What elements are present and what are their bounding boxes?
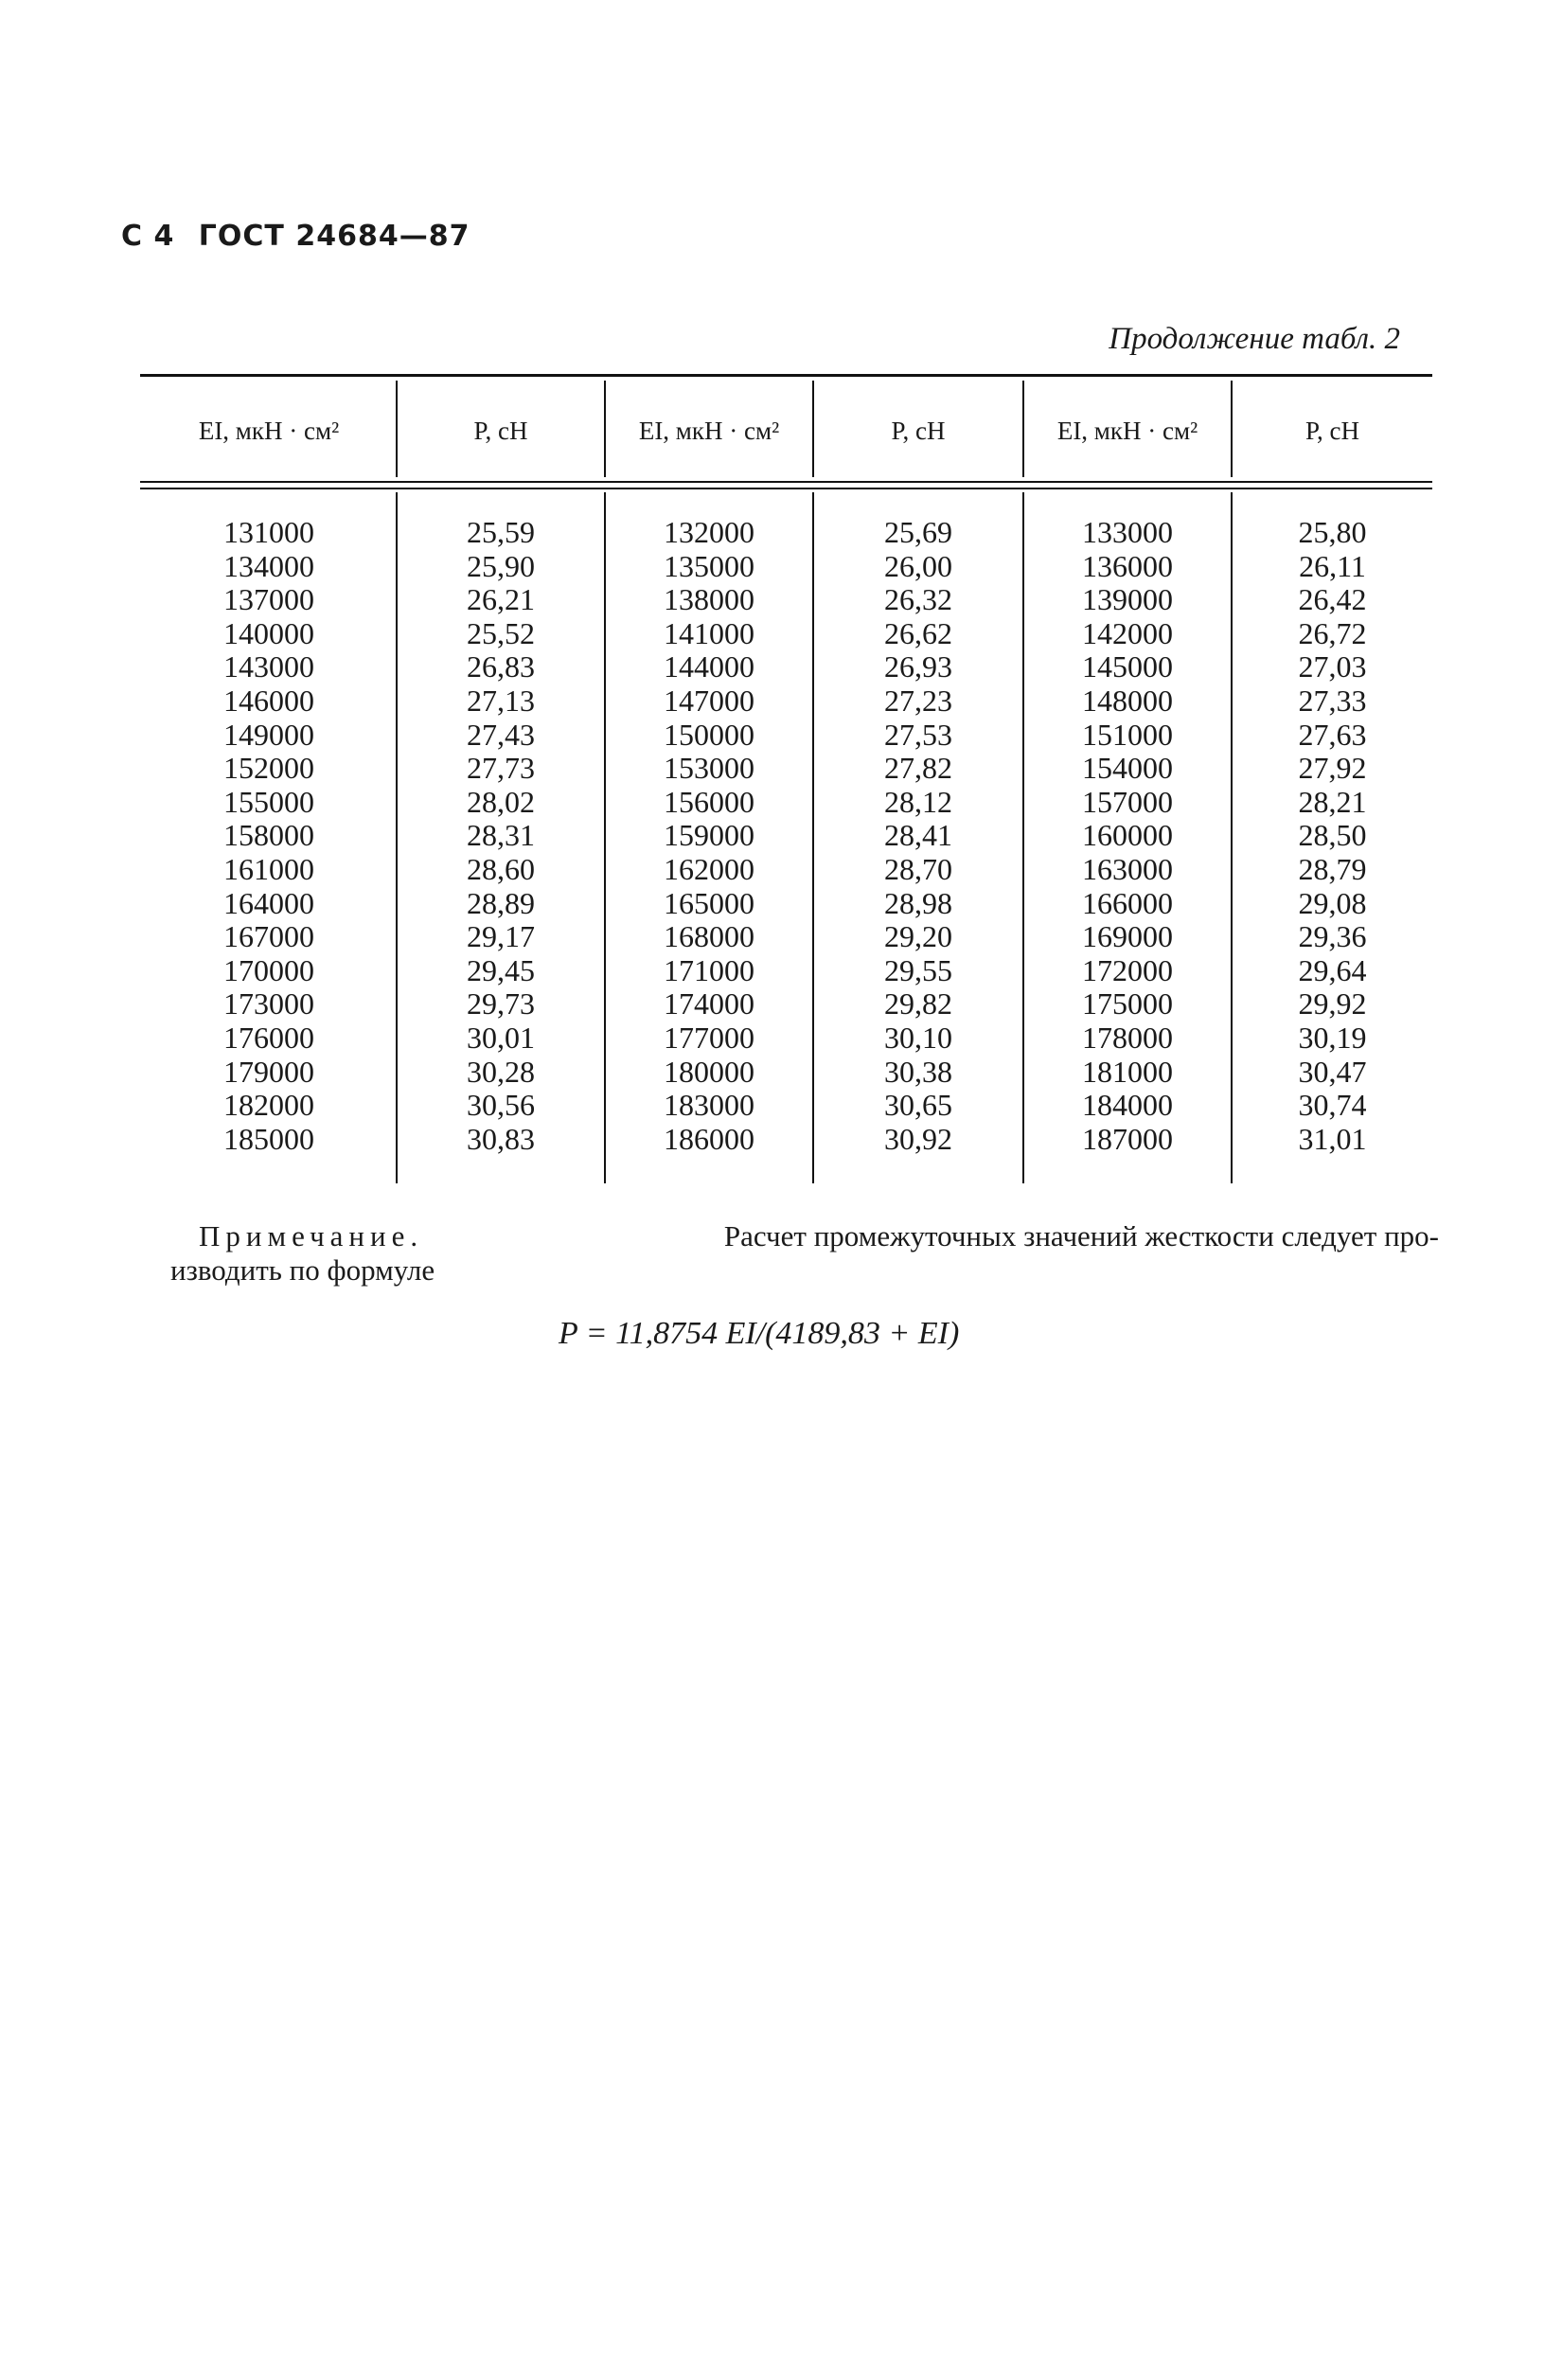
table-cell: 31,01 [1298, 1121, 1367, 1156]
table-cell: 134000 [223, 548, 314, 583]
table-cell: 30,01 [467, 1020, 535, 1055]
table-cell: 152000 [223, 751, 314, 786]
table-cell: 29,20 [884, 919, 952, 954]
table-cell: 135000 [664, 548, 754, 583]
table-top-rule [140, 374, 1432, 377]
table-cell: 155000 [223, 784, 314, 819]
standard-number: ГОСТ 24684—87 [198, 220, 470, 253]
table-continuation-label: Продолжение табл. 2 [1109, 322, 1400, 356]
table-cell: 167000 [223, 919, 314, 954]
header-ei-1: EI, мкН · см² [198, 416, 340, 445]
header-ei-3: EI, мкН · см² [1056, 416, 1198, 445]
table-cell: 172000 [1082, 952, 1173, 987]
table-cell: 169000 [1082, 919, 1173, 954]
table-cell: 157000 [1082, 784, 1173, 819]
table-cell: 161000 [223, 851, 314, 886]
table-cell: 147000 [664, 683, 754, 718]
table-cell: 131000 [223, 515, 314, 549]
table-cell: 27,23 [884, 683, 952, 718]
header-p-2: P, сН [891, 416, 946, 445]
table-cell: 27,33 [1298, 683, 1367, 718]
table-cell: 30,47 [1298, 1054, 1367, 1089]
table-cell: 26,21 [467, 582, 535, 617]
header-separator-rule [140, 481, 1432, 483]
table-cell: 180000 [664, 1054, 754, 1089]
table-cell: 158000 [223, 818, 314, 853]
column-ei-1 [142, 516, 396, 1156]
table-note [170, 1219, 1439, 1288]
table-cell: 174000 [664, 986, 754, 1021]
note-text-start: Расчет промежуточных значений жесткости следует про- [723, 1219, 1439, 1252]
table-cell: 28,31 [467, 818, 535, 853]
header-separator-rule-2 [140, 488, 1432, 489]
table-cell: 177000 [664, 1020, 754, 1055]
table-cell: 30,92 [884, 1121, 952, 1156]
table-cell: 148000 [1082, 683, 1173, 718]
page-number: С 4 [121, 220, 175, 253]
table-cell: 30,19 [1298, 1020, 1367, 1055]
table-cell: 145000 [1082, 649, 1173, 684]
table-cell: 25,52 [467, 615, 535, 650]
table-cell: 183000 [664, 1088, 754, 1123]
table-cell: 162000 [664, 851, 754, 886]
table-cell: 163000 [1082, 851, 1173, 886]
table-cell: 138000 [664, 582, 754, 617]
table-cell: 140000 [223, 615, 314, 650]
table-cell: 28,79 [1298, 851, 1367, 886]
table-cell: 136000 [1082, 548, 1173, 583]
table-cell: 171000 [664, 952, 754, 987]
table-cell: 182000 [223, 1088, 314, 1123]
table-cell: 175000 [1082, 986, 1173, 1021]
table-cell: 27,73 [467, 751, 535, 786]
table-cell: 27,43 [467, 717, 535, 752]
table-cell: 29,36 [1298, 919, 1367, 954]
table-cell: 159000 [664, 818, 754, 853]
table-cell: 176000 [223, 1020, 314, 1055]
table-cell: 28,89 [467, 885, 535, 920]
table-cell: 165000 [664, 885, 754, 920]
table-cell: 29,73 [467, 986, 535, 1021]
table-cell: 187000 [1082, 1121, 1173, 1156]
table-cell: 173000 [223, 986, 314, 1021]
table-cell: 156000 [664, 784, 754, 819]
table-cell: 132000 [664, 515, 754, 549]
table-cell: 26,62 [884, 615, 952, 650]
table-cell: 27,82 [884, 751, 952, 786]
table-cell: 26,83 [467, 649, 535, 684]
table-cell: 30,56 [467, 1088, 535, 1123]
table-cell: 25,80 [1298, 515, 1367, 549]
table-cell: 142000 [1082, 615, 1173, 650]
table-cell: 26,72 [1298, 615, 1367, 650]
table-cell: 25,59 [467, 515, 535, 549]
column-p-1 [398, 516, 604, 1156]
table-cell: 143000 [223, 649, 314, 684]
table-cell: 29,92 [1298, 986, 1367, 1021]
table-cell: 29,17 [467, 919, 535, 954]
note-text-end: изводить по формуле [170, 1253, 435, 1287]
table-cell: 181000 [1082, 1054, 1173, 1089]
table-cell: 30,10 [884, 1020, 952, 1055]
table-cell: 29,08 [1298, 885, 1367, 920]
table-cell: 184000 [1082, 1088, 1173, 1123]
table-cell: 139000 [1082, 582, 1173, 617]
table-cell: 186000 [664, 1121, 754, 1156]
note-title: Примечание. [199, 1219, 424, 1252]
column-ei-3 [1024, 516, 1231, 1156]
table-cell: 28,12 [884, 784, 952, 819]
table-cell: 28,60 [467, 851, 535, 886]
table-cell: 28,21 [1298, 784, 1367, 819]
table-cell: 28,41 [884, 818, 952, 853]
table-cell: 26,00 [884, 548, 952, 583]
column-ei-2 [606, 516, 812, 1156]
table-cell: 144000 [664, 649, 754, 684]
table-cell: 27,63 [1298, 717, 1367, 752]
table-cell: 27,13 [467, 683, 535, 718]
table-cell: 29,82 [884, 986, 952, 1021]
header-p-1: P, сН [473, 416, 528, 445]
table-cell: 28,70 [884, 851, 952, 886]
table-cell: 29,55 [884, 952, 952, 987]
table-cell: 166000 [1082, 885, 1173, 920]
table-cell: 151000 [1082, 717, 1173, 752]
table-cell: 30,74 [1298, 1088, 1367, 1123]
table-cell: 153000 [664, 751, 754, 786]
table-cell: 149000 [223, 717, 314, 752]
table-cell: 26,93 [884, 649, 952, 684]
table-cell: 26,32 [884, 582, 952, 617]
table-cell: 26,11 [1299, 548, 1366, 583]
table-cell: 168000 [664, 919, 754, 954]
table-cell: 164000 [223, 885, 314, 920]
header-p-3: P, сН [1304, 416, 1359, 445]
column-p-3 [1233, 516, 1432, 1156]
table-cell: 27,92 [1298, 751, 1367, 786]
table-cell: 25,69 [884, 515, 952, 549]
table-cell: 133000 [1082, 515, 1173, 549]
table-cell: 150000 [664, 717, 754, 752]
table-cell: 27,03 [1298, 649, 1367, 684]
stiffness-formula: P = 11,8754 EI/(4189,83 + EI) [559, 1316, 960, 1351]
table-cell: 154000 [1082, 751, 1173, 786]
table-cell: 141000 [664, 615, 754, 650]
table-cell: 170000 [223, 952, 314, 987]
table-cell: 26,42 [1298, 582, 1367, 617]
table-cell: 30,83 [467, 1121, 535, 1156]
page-header [121, 220, 483, 253]
table-cell: 28,50 [1298, 818, 1367, 853]
table-cell: 30,28 [467, 1054, 535, 1089]
table-cell: 137000 [223, 582, 314, 617]
table-cell: 28,02 [467, 784, 535, 819]
header-ei-2: EI, мкН · см² [638, 416, 780, 445]
table-cell: 29,64 [1298, 952, 1367, 987]
table-cell: 160000 [1082, 818, 1173, 853]
table-cell: 29,45 [467, 952, 535, 987]
table-cell: 179000 [223, 1054, 314, 1089]
table-cell: 28,98 [884, 885, 952, 920]
column-p-2 [814, 516, 1022, 1156]
table-cell: 30,65 [884, 1088, 952, 1123]
table-cell: 185000 [223, 1121, 314, 1156]
table-cell: 25,90 [467, 548, 535, 583]
table-cell: 146000 [223, 683, 314, 718]
table-cell: 30,38 [884, 1054, 952, 1089]
table-cell: 178000 [1082, 1020, 1173, 1055]
table-cell: 27,53 [884, 717, 952, 752]
